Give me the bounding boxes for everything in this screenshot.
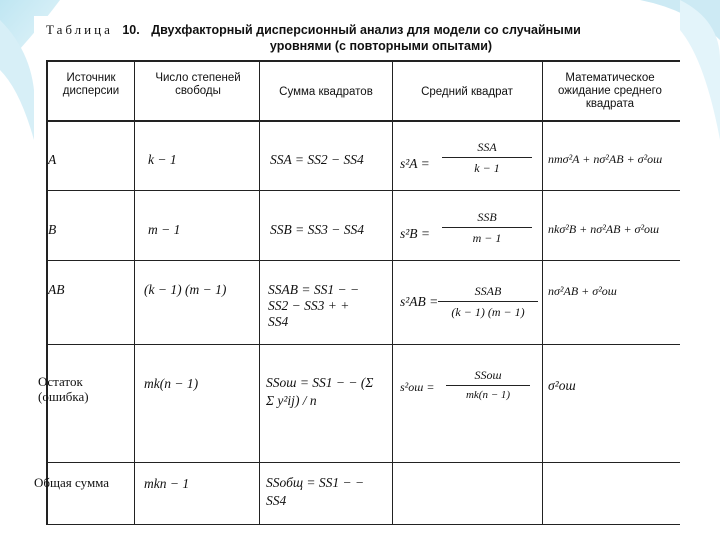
fraction-bar	[442, 157, 532, 158]
header-ss: Сумма квадратов	[279, 86, 373, 98]
row-ab-ms-lhs: s²AB =	[400, 294, 439, 309]
title-label: Таблица	[46, 22, 113, 37]
row-total-ss: SSобщ = SS1 − − SS4	[266, 475, 365, 508]
row-total-df: mkn − 1	[144, 476, 190, 491]
fraction-bar	[438, 301, 538, 302]
row-residual-ms-denominator: mk(n − 1)	[465, 389, 511, 401]
title-line-1: Двухфакторный дисперсионный анализ для модели со случайными	[151, 23, 581, 37]
rule-top	[46, 60, 680, 62]
row-total-source: Общая сумма	[34, 475, 110, 490]
header-ms: Средний квадрат	[421, 86, 513, 98]
row-ab-ms-fraction	[438, 284, 538, 320]
row-residual-df: mk(n − 1)	[144, 376, 199, 391]
row-ab-ems: nσ²AB + σ²ош	[548, 284, 617, 298]
row-residual-ms-fraction	[446, 368, 530, 401]
col-rule-1	[134, 60, 135, 524]
row-a-ms-lhs: s²A =	[400, 156, 430, 171]
row-b-ms-lhs: s²B =	[400, 226, 431, 241]
rule-row-2	[46, 260, 680, 261]
header-ems: Математическое ожидание среднего квадрата	[558, 72, 662, 110]
rule-header	[46, 120, 680, 122]
row-residual-ms-numerator: SSош	[474, 368, 502, 382]
row-b-ms-numerator: SSB	[477, 210, 497, 224]
header-source: Источник дисперсии	[62, 72, 120, 97]
row-b-ms-denominator: m − 1	[472, 231, 502, 245]
row-residual-source: Остаток (ошибка)	[38, 374, 89, 404]
row-ab-ms-numerator: SSAB	[474, 284, 502, 298]
row-b-ss: SSB = SS3 − SS4	[270, 222, 364, 237]
row-ab-ss: SSAB = SS1 − − SS2 − SS3 + + SS4	[268, 282, 360, 329]
rule-bottom	[46, 524, 680, 525]
rule-row-1	[46, 190, 680, 191]
row-a-ss: SSA = SS2 − SS4	[270, 152, 364, 167]
row-a-ms-numerator: SSA	[477, 140, 497, 154]
table-page	[34, 16, 680, 540]
rule-row-4	[46, 462, 680, 463]
row-a-ems: nmσ²A + nσ²AB + σ²ош	[548, 152, 663, 166]
row-ab-ms-denominator: (k − 1) (m − 1)	[451, 305, 525, 319]
row-b-df: m − 1	[148, 222, 181, 237]
row-a-ms-denominator: k − 1	[474, 161, 500, 175]
rule-row-3	[46, 344, 680, 345]
col-rule-3	[392, 60, 393, 524]
header-df: Число степеней свободы	[155, 72, 241, 97]
col-rule-2	[259, 60, 260, 524]
row-ab-df: (k − 1) (m − 1)	[144, 282, 227, 297]
fraction-bar	[446, 385, 530, 386]
fraction-bar	[442, 227, 532, 228]
row-b-source: B	[48, 222, 57, 237]
row-ab-source: AB	[48, 282, 65, 297]
row-a-ms-fraction	[442, 140, 532, 176]
title-line-2: уровнями (с повторными опытами)	[269, 39, 493, 53]
title-number: 10.	[122, 23, 140, 37]
table-title	[46, 22, 676, 54]
row-a-source: A	[48, 152, 57, 167]
row-residual-ss: SSош = SS1 − − (Σ Σ y²ij) / n	[266, 375, 374, 408]
row-residual-ems: σ²ош	[548, 378, 576, 393]
row-b-ems: nkσ²B + nσ²AB + σ²ош	[548, 222, 660, 236]
row-b-ms-fraction	[442, 210, 532, 246]
col-rule-4	[542, 60, 543, 524]
row-a-df: k − 1	[148, 152, 177, 167]
row-residual-ms-lhs: s²ош =	[400, 380, 435, 394]
